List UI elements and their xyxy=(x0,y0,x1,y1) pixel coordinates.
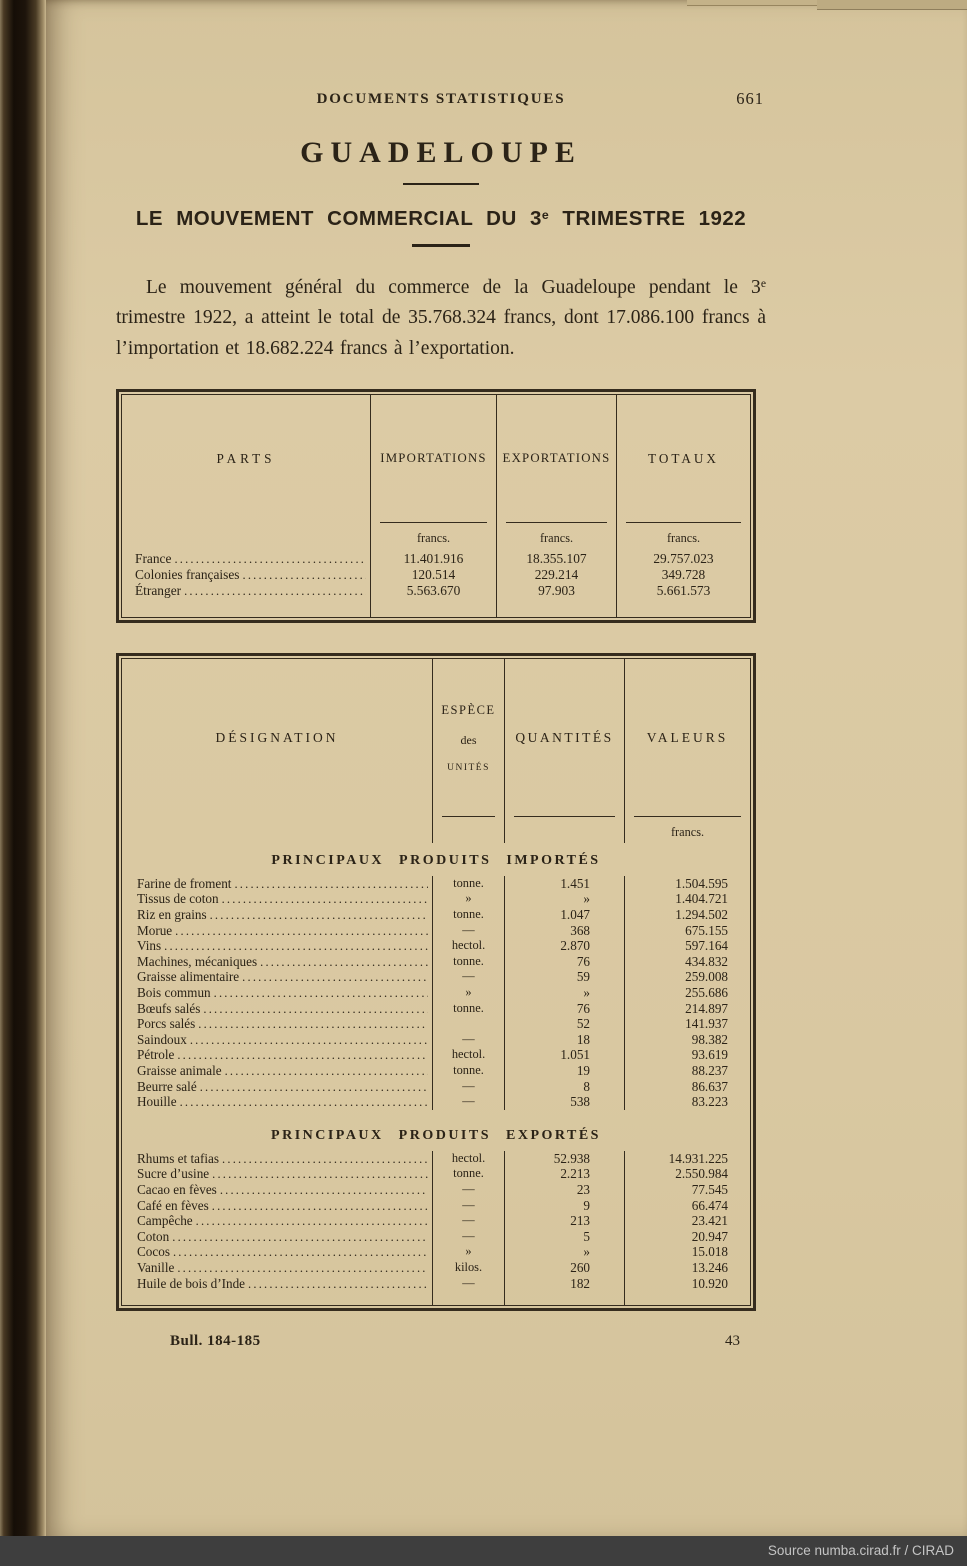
table-row xyxy=(122,1229,750,1245)
unit: » xyxy=(432,891,504,907)
spacer-cell xyxy=(616,599,750,617)
designation: Tissus de coton xyxy=(137,891,219,907)
unit: tonne. xyxy=(432,1166,504,1182)
unit: — xyxy=(432,1276,504,1292)
value: 597.164 xyxy=(624,938,750,954)
footer-page-number: 43 xyxy=(725,1333,740,1350)
value: 675.155 xyxy=(624,923,750,939)
dot-leader xyxy=(172,1229,428,1245)
table-row xyxy=(122,907,750,923)
quantity: 213 xyxy=(504,1213,624,1229)
table-row xyxy=(122,1166,750,1182)
designation: Saindoux xyxy=(137,1031,187,1047)
spacer-cell xyxy=(624,1291,750,1305)
designation-cell xyxy=(122,907,432,923)
value: 1.294.502 xyxy=(624,907,750,923)
table-row xyxy=(122,985,750,1001)
quantity: 2.870 xyxy=(504,938,624,954)
header-parts xyxy=(122,395,370,523)
table-inner-frame xyxy=(121,658,751,1306)
dot-leader xyxy=(242,969,428,985)
page-content xyxy=(46,0,766,1350)
table-row xyxy=(122,891,750,907)
spacer-cell xyxy=(122,523,370,551)
spacer-cell xyxy=(122,599,370,617)
designation-cell xyxy=(122,1047,432,1063)
exportations-value: 229.214 xyxy=(496,567,616,583)
quantity: 538 xyxy=(504,1094,624,1110)
table-row xyxy=(122,1244,750,1260)
designation: Farine de froment xyxy=(137,875,232,891)
document-page xyxy=(46,0,967,1536)
quantity: 52 xyxy=(504,1016,624,1032)
row-label-cell xyxy=(122,583,370,599)
designation-cell xyxy=(122,1182,432,1198)
products-table xyxy=(116,653,756,1311)
designation-cell xyxy=(122,891,432,907)
value: 88.237 xyxy=(624,1063,750,1079)
spacer-cell xyxy=(370,599,496,617)
table-row xyxy=(122,567,750,583)
unit: » xyxy=(432,985,504,1001)
designation-cell xyxy=(122,1001,432,1017)
designation: Riz en grains xyxy=(137,907,207,923)
value: 98.382 xyxy=(624,1032,750,1048)
value: 23.421 xyxy=(624,1213,750,1229)
table-row xyxy=(122,1182,750,1198)
designation: Graisse alimentaire xyxy=(137,969,240,985)
table-row xyxy=(122,551,750,567)
book-spine xyxy=(0,0,46,1536)
article-rule xyxy=(412,244,470,247)
value: 141.937 xyxy=(624,1016,750,1032)
unit: — xyxy=(432,923,504,939)
value: 259.008 xyxy=(624,969,750,985)
header-label: QUANTITÉS xyxy=(515,729,614,745)
designation-cell xyxy=(122,1198,432,1214)
designation-cell xyxy=(122,1244,432,1260)
dot-leader xyxy=(198,1016,428,1032)
dot-leader xyxy=(177,1260,428,1276)
dot-leader xyxy=(164,938,428,954)
designation: Cocos xyxy=(137,1244,170,1260)
quantity: 5 xyxy=(504,1229,624,1245)
designation: Cacao en fèves xyxy=(137,1181,217,1197)
value: 2.550.984 xyxy=(624,1166,750,1182)
unit-label: francs. xyxy=(370,523,496,551)
table-bottom-padding xyxy=(122,599,750,617)
imports-section-title: PRINCIPAUX PRODUITS IMPORTÉS xyxy=(271,852,601,868)
table-row xyxy=(122,583,750,599)
designation: Vins xyxy=(137,938,162,954)
quantity: 76 xyxy=(504,954,624,970)
main-title: GUADELOUPE xyxy=(300,136,582,169)
value: 86.637 xyxy=(624,1079,750,1095)
article-title-text: LE MOUVEMENT COMMERCIAL DU 3 xyxy=(135,207,542,230)
table-row xyxy=(122,938,750,954)
value: 13.246 xyxy=(624,1260,750,1276)
unit: tonne. xyxy=(432,1001,504,1017)
table-row xyxy=(122,1276,750,1292)
header-label: EXPORTATIONS xyxy=(502,451,611,466)
table-bottom-padding xyxy=(122,1291,750,1305)
designation-cell xyxy=(122,923,432,939)
unit: — xyxy=(432,969,504,985)
dot-leader xyxy=(174,551,366,567)
dot-leader xyxy=(184,583,366,599)
header-totaux xyxy=(616,395,750,523)
unit: — xyxy=(432,1213,504,1229)
designation-cell xyxy=(122,1016,432,1032)
page-footer xyxy=(116,1333,766,1350)
unit: tonne. xyxy=(432,907,504,923)
source-bar xyxy=(0,1536,967,1566)
totaux-value: 349.728 xyxy=(616,567,750,583)
article-title-text: TRIMESTRE 1922 xyxy=(549,207,747,230)
header-label: PARTS xyxy=(216,450,276,466)
source-text: Source numba.cirad.fr / CIRAD xyxy=(767,1543,954,1558)
dot-leader xyxy=(203,1001,428,1017)
table-row xyxy=(122,1079,750,1095)
totaux-value: 29.757.023 xyxy=(616,551,750,567)
designation-cell xyxy=(122,985,432,1001)
unit: hectol. xyxy=(432,1047,504,1063)
designation: Coton xyxy=(137,1228,170,1244)
spacer-cell xyxy=(432,1291,504,1305)
quantity: 52.938 xyxy=(504,1151,624,1167)
designation: Pétrole xyxy=(137,1047,175,1063)
running-header xyxy=(116,90,766,112)
designation-cell xyxy=(122,1032,432,1048)
footer-bulletin: Bull. 184-185 xyxy=(170,1333,261,1350)
article-title xyxy=(116,207,766,231)
header-label: DÉSIGNATION xyxy=(215,729,339,745)
designation: Café en fèves xyxy=(137,1197,209,1213)
designation: Beurre salé xyxy=(137,1078,197,1094)
ordinal-superscript: e xyxy=(760,277,766,291)
header-label: UNITÉS xyxy=(447,762,490,773)
quantity: 1.051 xyxy=(504,1047,624,1063)
quantity: 18 xyxy=(504,1032,624,1048)
value: 1.504.595 xyxy=(624,876,750,892)
designation: Machines, mécaniques xyxy=(137,953,258,969)
row-label-cell xyxy=(122,551,370,567)
unit xyxy=(432,1016,504,1032)
quantity: » xyxy=(504,891,624,907)
quantity: » xyxy=(504,1244,624,1260)
designation-cell xyxy=(122,1229,432,1245)
quantity: 368 xyxy=(504,923,624,939)
quantity: » xyxy=(504,985,624,1001)
header-valeurs xyxy=(624,659,750,817)
designation: Porcs salés xyxy=(137,1016,196,1032)
dot-leader xyxy=(177,1047,428,1063)
quantity: 2.213 xyxy=(504,1166,624,1182)
table-row xyxy=(122,1151,750,1167)
designation: Huile de bois d’Inde xyxy=(137,1275,246,1291)
table-row xyxy=(122,1063,750,1079)
table-row xyxy=(122,1032,750,1048)
designation-cell xyxy=(122,954,432,970)
unit: tonne. xyxy=(432,954,504,970)
dot-leader xyxy=(200,1079,428,1095)
spacer-cell xyxy=(504,1291,624,1305)
value: 255.686 xyxy=(624,985,750,1001)
dot-leader xyxy=(212,1198,428,1214)
designation: Campêche xyxy=(137,1213,193,1229)
unit: — xyxy=(432,1229,504,1245)
intro-paragraph xyxy=(116,273,766,365)
value: 434.832 xyxy=(624,954,750,970)
designation-cell xyxy=(122,1094,432,1110)
designation-cell xyxy=(122,969,432,985)
unit: » xyxy=(432,1244,504,1260)
spacer-cell xyxy=(496,599,616,617)
header-label: IMPORTATIONS xyxy=(380,451,487,466)
spacer-cell xyxy=(122,817,432,843)
unit: tonne. xyxy=(432,876,504,892)
designation-cell xyxy=(122,1079,432,1095)
unit-row xyxy=(122,817,750,843)
quantity: 1.047 xyxy=(504,907,624,923)
quantity: 260 xyxy=(504,1260,624,1276)
ordinal-superscript: e xyxy=(541,208,550,223)
row-label: France xyxy=(135,550,172,566)
quantity: 8 xyxy=(504,1079,624,1095)
designation-cell xyxy=(122,1063,432,1079)
dot-leader xyxy=(196,1213,428,1229)
spacer-cell xyxy=(432,817,504,843)
importations-value: 120.514 xyxy=(370,567,496,583)
designation-cell xyxy=(122,1166,432,1182)
dot-leader xyxy=(214,985,428,1001)
unit: — xyxy=(432,1094,504,1110)
table-row xyxy=(122,876,750,892)
quantity: 182 xyxy=(504,1276,624,1292)
value: 66.474 xyxy=(624,1198,750,1214)
table-row xyxy=(122,1047,750,1063)
quantity: 9 xyxy=(504,1198,624,1214)
importations-value: 11.401.916 xyxy=(370,551,496,567)
dot-leader xyxy=(190,1032,428,1048)
unit: hectol. xyxy=(432,938,504,954)
designation-cell xyxy=(122,1260,432,1276)
value: 10.920 xyxy=(624,1276,750,1292)
header-label: ESPÈCE xyxy=(441,702,496,717)
dot-leader xyxy=(243,567,367,583)
table-row xyxy=(122,1213,750,1229)
exportations-value: 18.355.107 xyxy=(496,551,616,567)
importations-value: 5.563.670 xyxy=(370,583,496,599)
unit: tonne. xyxy=(432,1063,504,1079)
unit: kilos. xyxy=(432,1260,504,1276)
dot-leader xyxy=(234,876,428,892)
header-label: des xyxy=(460,732,477,747)
header-designation xyxy=(122,659,432,817)
designation-cell xyxy=(122,1276,432,1292)
dot-leader xyxy=(220,1182,428,1198)
intro-text: trimestre 1922, a atteint le total de 35.768.324 francs, dont 17.086.100 francs à l’importation et 18.682.224 francs à l’exportation. xyxy=(116,307,766,360)
quantity: 19 xyxy=(504,1063,624,1079)
value: 93.619 xyxy=(624,1047,750,1063)
dot-leader xyxy=(225,1063,428,1079)
dot-leader xyxy=(210,907,428,923)
table-header-row xyxy=(122,659,750,817)
page-stack-edge xyxy=(817,0,967,10)
exports-section-title: PRINCIPAUX PRODUITS EXPORTÉS xyxy=(271,1127,601,1143)
designation: Vanille xyxy=(137,1259,175,1275)
unit: — xyxy=(432,1198,504,1214)
unit: hectol. xyxy=(432,1151,504,1167)
unit-label: francs. xyxy=(624,817,750,843)
dot-leader xyxy=(222,1151,428,1167)
value: 14.931.225 xyxy=(624,1151,750,1167)
value: 214.897 xyxy=(624,1001,750,1017)
running-header-title: DOCUMENTS STATISTIQUES xyxy=(316,91,566,107)
unit-label: francs. xyxy=(616,523,750,551)
designation-cell xyxy=(122,876,432,892)
dot-leader xyxy=(175,923,428,939)
row-label: Étranger xyxy=(135,582,182,598)
spacer-cell xyxy=(504,817,624,843)
value: 1.404.721 xyxy=(624,891,750,907)
header-exportations xyxy=(496,395,616,523)
value: 77.545 xyxy=(624,1182,750,1198)
designation: Morue xyxy=(137,922,173,938)
header-importations xyxy=(370,395,496,523)
dot-leader xyxy=(173,1244,428,1260)
header-espece-des-unites xyxy=(432,659,504,817)
quantity: 23 xyxy=(504,1182,624,1198)
unit: — xyxy=(432,1182,504,1198)
table-header-row xyxy=(122,395,750,523)
spacer-cell xyxy=(122,1291,432,1305)
dot-leader xyxy=(212,1166,428,1182)
quantity: 1.451 xyxy=(504,876,624,892)
row-label-cell xyxy=(122,567,370,583)
table-row xyxy=(122,954,750,970)
designation: Rhums et tafias xyxy=(137,1150,220,1166)
quantity: 59 xyxy=(504,969,624,985)
quantity: 76 xyxy=(504,1001,624,1017)
unit: — xyxy=(432,1079,504,1095)
exportations-value: 97.903 xyxy=(496,583,616,599)
dot-leader xyxy=(260,954,428,970)
designation-cell xyxy=(122,1151,432,1167)
header-label: TOTAUX xyxy=(648,450,719,466)
unit-row xyxy=(122,523,750,551)
row-label: Colonies françaises xyxy=(135,566,240,582)
trade-summary-table xyxy=(116,389,756,623)
designation: Bois commun xyxy=(137,985,211,1001)
table-row xyxy=(122,1094,750,1110)
value: 15.018 xyxy=(624,1244,750,1260)
designation: Houille xyxy=(137,1094,177,1110)
table-row xyxy=(122,1001,750,1017)
dot-leader xyxy=(248,1276,428,1292)
designation: Sucre d’usine xyxy=(137,1166,210,1182)
designation: Bœufs salés xyxy=(137,1000,201,1016)
dot-leader xyxy=(222,891,428,907)
designation: Graisse animale xyxy=(137,1063,222,1079)
designation-cell xyxy=(122,938,432,954)
header-label: VALEURS xyxy=(646,729,729,745)
value: 83.223 xyxy=(624,1094,750,1110)
designation-cell xyxy=(122,1213,432,1229)
dot-leader xyxy=(180,1094,428,1110)
table-row xyxy=(122,923,750,939)
table-row xyxy=(122,969,750,985)
table-row xyxy=(122,1016,750,1032)
totaux-value: 5.661.573 xyxy=(616,583,750,599)
unit-label: francs. xyxy=(496,523,616,551)
table-row xyxy=(122,1260,750,1276)
table-inner-frame xyxy=(121,394,751,618)
value: 20.947 xyxy=(624,1229,750,1245)
title-rule xyxy=(403,183,479,185)
intro-text: Le mouvement général du commerce de la Guadeloupe pendant le 3 xyxy=(146,276,761,298)
header-quantites xyxy=(504,659,624,817)
table-row xyxy=(122,1198,750,1214)
page-number: 661 xyxy=(736,89,764,108)
unit: — xyxy=(432,1032,504,1048)
